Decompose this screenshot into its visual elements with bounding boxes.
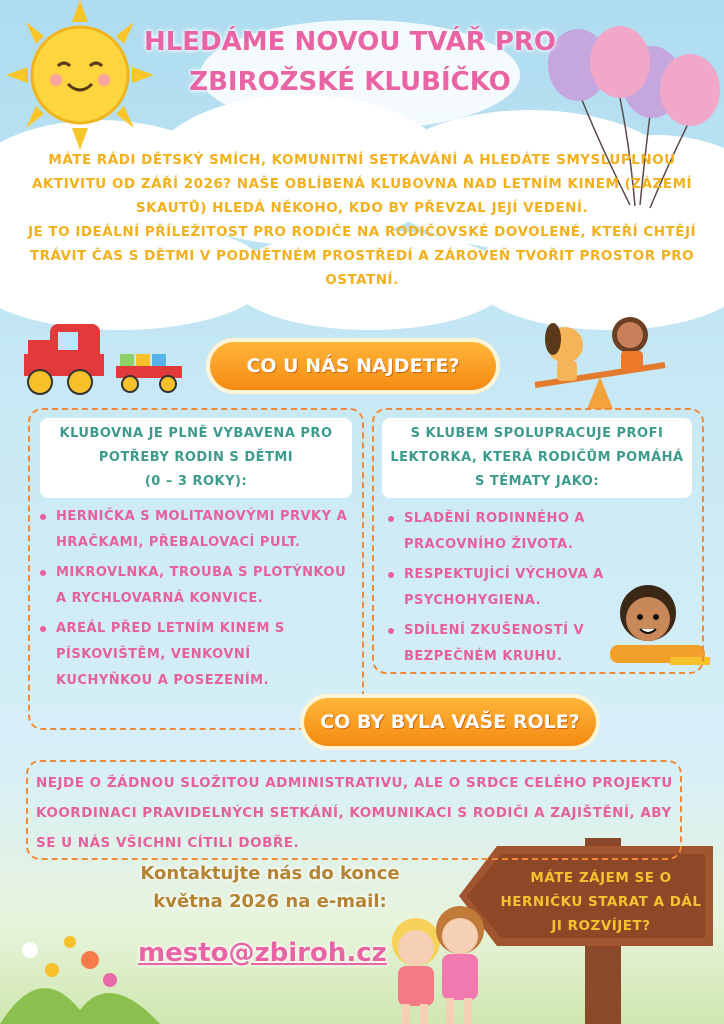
list-item: RESPEKTUJÍCÍ VÝCHOVA A PSYCHOHYGIENA. bbox=[386, 562, 622, 614]
list-item: HERNIČKA S MOLITANOVÝMI PRVKY A HRAČKAMI, PŘEBALOVACÍ PULT. bbox=[38, 504, 352, 556]
page-title: HLEDÁME NOVOU TVÁŘ PRO ZBIROŽSKÉ KLUBÍČKO bbox=[143, 27, 557, 97]
contact-line-1: Kontaktujte nás do konce bbox=[140, 863, 400, 884]
equipment-box bbox=[28, 408, 364, 730]
role-text: NEJDE O ŽÁDNOU SLOŽITOU ADMINISTRATIVU, ALE O SRDCE CELÉHO PROJEKTU KOORDINACI PRAVIDELNÝCH SETKÁNÍ, KOMUNIKACI S RODIČI A ZAJIŠTĚNÍ, ABY SE U NÁS VŠICHNI CÍTILI DOBŘE. bbox=[36, 775, 673, 851]
contact-text bbox=[110, 860, 430, 916]
girls-icon bbox=[380, 900, 500, 1024]
train-icon bbox=[20, 318, 190, 398]
list-item: AREÁL PŘED LETNÍM KINEM S PÍSKOVIŠTĚM, VENKOVNÍ KUCHYŇKOU A POSEZENÍM. bbox=[38, 616, 352, 694]
equipment-list bbox=[38, 504, 352, 694]
topics-list bbox=[386, 506, 622, 670]
section-heading-offer: CO U NÁS NAJDETE? bbox=[210, 342, 496, 390]
contact-line-2: května 2026 na e-mail: bbox=[153, 891, 387, 912]
sign-text: MÁTE ZÁJEM SE O HERNIČKU STARAT A DÁL JI ROZVÍJET? bbox=[500, 870, 702, 934]
intro-paragraph-1: MÁTE RÁDI DĚTSKÝ SMÍCH, KOMUNITNÍ SETKÁVÁNÍ A HLEDÁTE SMYSLUPLNOU AKTIVITU OD ZÁŘÍ 2026? NAŠE OBLÍBENÁ KLUBOVNA NAD LETNÍM KINEM (ZÁZEMÍ SKAUTŮ) HLEDÁ NĚKOHO, KDO BY PŘEVZAL JEJÍ VEDENÍ. bbox=[31, 152, 693, 216]
list-item: MIKROVLNKA, TROUBA S PLOTÝNKOU A RYCHLOVARNÁ KONVICE. bbox=[38, 560, 352, 612]
equipment-intro: KLUBOVNA JE PLNĚ VYBAVENA PRO POTŘEBY RODIN S DĚTMI (0 – 3 ROKY): bbox=[40, 418, 352, 498]
lecturer-intro: S KLUBEM SPOLUPRACUJE PROFI LEKTORKA, KTERÁ RODIČŮM POMÁHÁ S TÉMATY JAKO: bbox=[382, 418, 692, 498]
email-link[interactable]: mesto@zbiroh.cz bbox=[138, 938, 387, 968]
section-heading-role: CO BY BYLA VAŠE ROLE? bbox=[304, 698, 596, 746]
list-item: SDÍLENÍ ZKUŠENOSTÍ V BEZPEČNÉM KRUHU. bbox=[386, 618, 622, 670]
flowers-icon bbox=[0, 920, 160, 1024]
seesaw-kids-icon bbox=[525, 305, 675, 415]
intro-paragraph-2: JE TO IDEÁLNÍ PŘÍLEŽITOST PRO RODIČE NA RODIČOVSKÉ DOVOLENÉ, KTEŘÍ CHTĚJÍ TRÁVIT ČAS S DĚTMI V PODNĚTNÉM PROSTŘEDÍ A ZÁROVEŇ TVOŘIT PROSTOR PRO OSTATNÍ. bbox=[27, 224, 696, 288]
intro-text bbox=[20, 148, 704, 292]
list-item: SLADĚNÍ RODINNÉHO A PRACOVNÍHO ŽIVOTA. bbox=[386, 506, 622, 558]
lecturer-box bbox=[372, 408, 704, 674]
